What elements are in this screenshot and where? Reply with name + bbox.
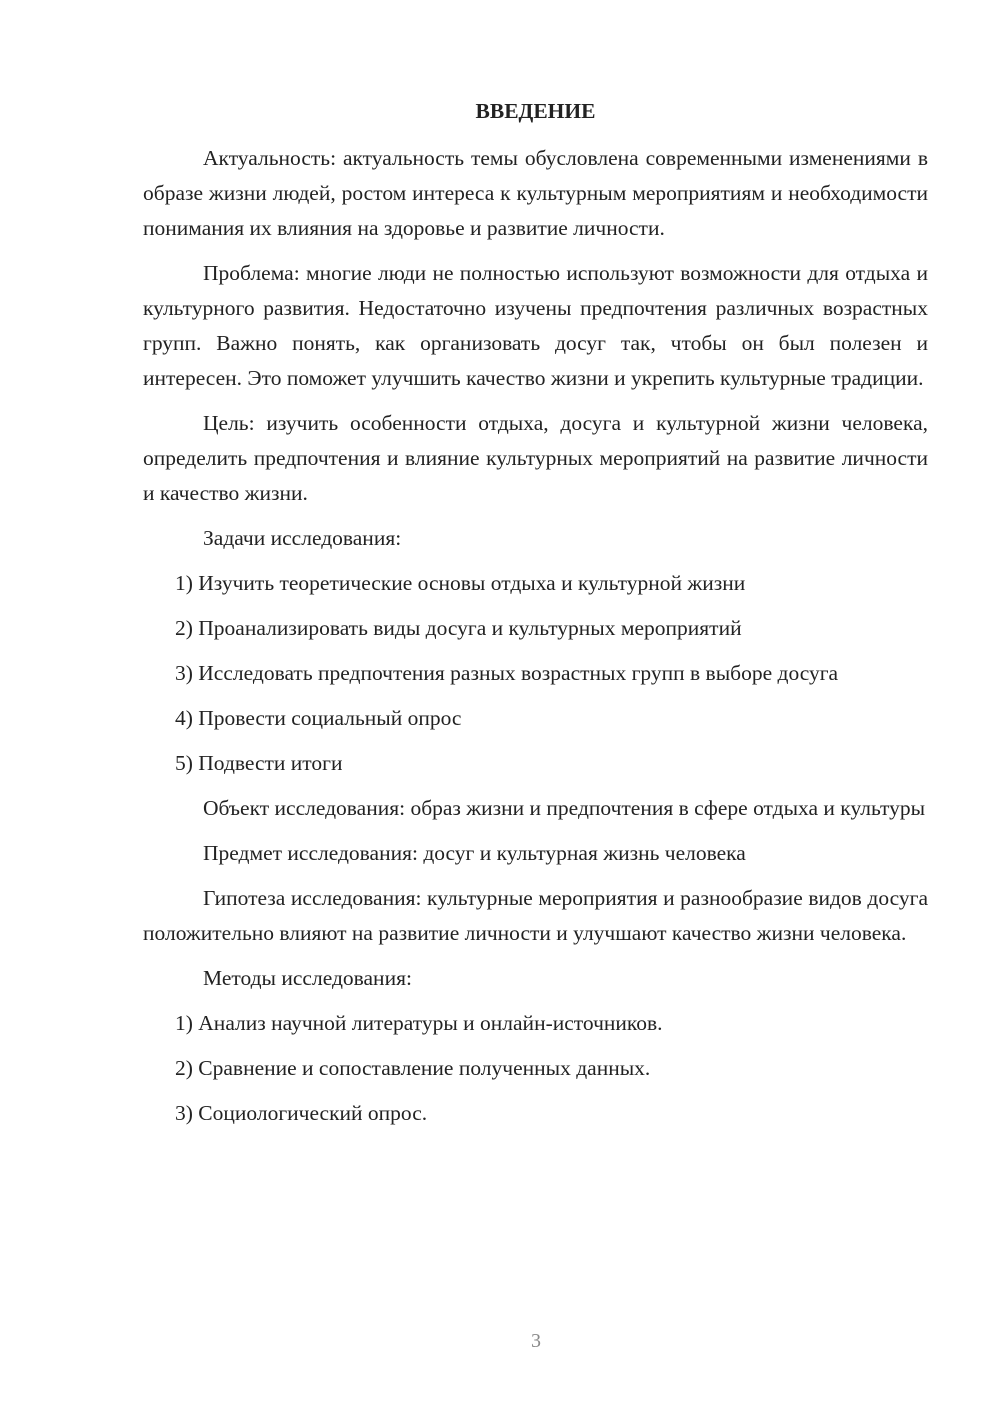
document-page [143,94,928,1141]
hypothesis-paragraph: Гипотеза исследования: культурные мероприятия и разнообразие видов досуга положительно влияют на развитие личности и улучшают качество жизни человека. [143,886,928,945]
object-paragraph: Объект исследования: образ жизни и предпочтения в сфере отдыха и культуры [203,796,926,820]
methods-heading: Методы исследования: [203,966,412,990]
problem-paragraph: Проблема: многие люди не полностью используют возможности для отдыха и культурного развития. Недостаточно изучены предпочтения различных возрастных групп. Важно понять, как организовать досуг так, чтобы он был полезен и интересен. Это поможет улучшить качество жизни и укрепить культурные традиции. [143,261,928,390]
method-item: 3) Социологический опрос. [175,1101,428,1125]
page-number: 3 [531,1330,541,1352]
document-title: ВВЕДЕНИЕ [475,99,596,123]
subject-paragraph: Предмет исследования: досуг и культурная жизнь человека [203,841,746,865]
task-item: 5) Подвести итоги [175,751,343,775]
method-item: 1) Анализ научной литературы и онлайн-источников. [175,1011,663,1035]
task-item: 3) Исследовать предпочтения разных возрастных групп в выборе досуга [175,661,839,685]
tasks-heading: Задачи исследования: [203,526,402,550]
task-item: 4) Провести социальный опрос [175,706,462,730]
method-item: 2) Сравнение и сопоставление полученных данных. [175,1056,651,1080]
task-item: 1) Изучить теоретические основы отдыха и культурной жизни [175,571,746,595]
goal-paragraph: Цель: изучить особенности отдыха, досуга и культурной жизни человека, определить предпочтения и влияние культурных мероприятий на развитие личности и качество жизни. [143,411,928,505]
relevance-paragraph: Актуальность: актуальность темы обусловлена современными изменениями в образе жизни людей, ростом интереса к культурным мероприятиям и необходимости понимания их влияния на здоровье и развитие личности. [143,146,928,240]
task-item: 2) Проанализировать виды досуга и культурных мероприятий [175,616,742,640]
